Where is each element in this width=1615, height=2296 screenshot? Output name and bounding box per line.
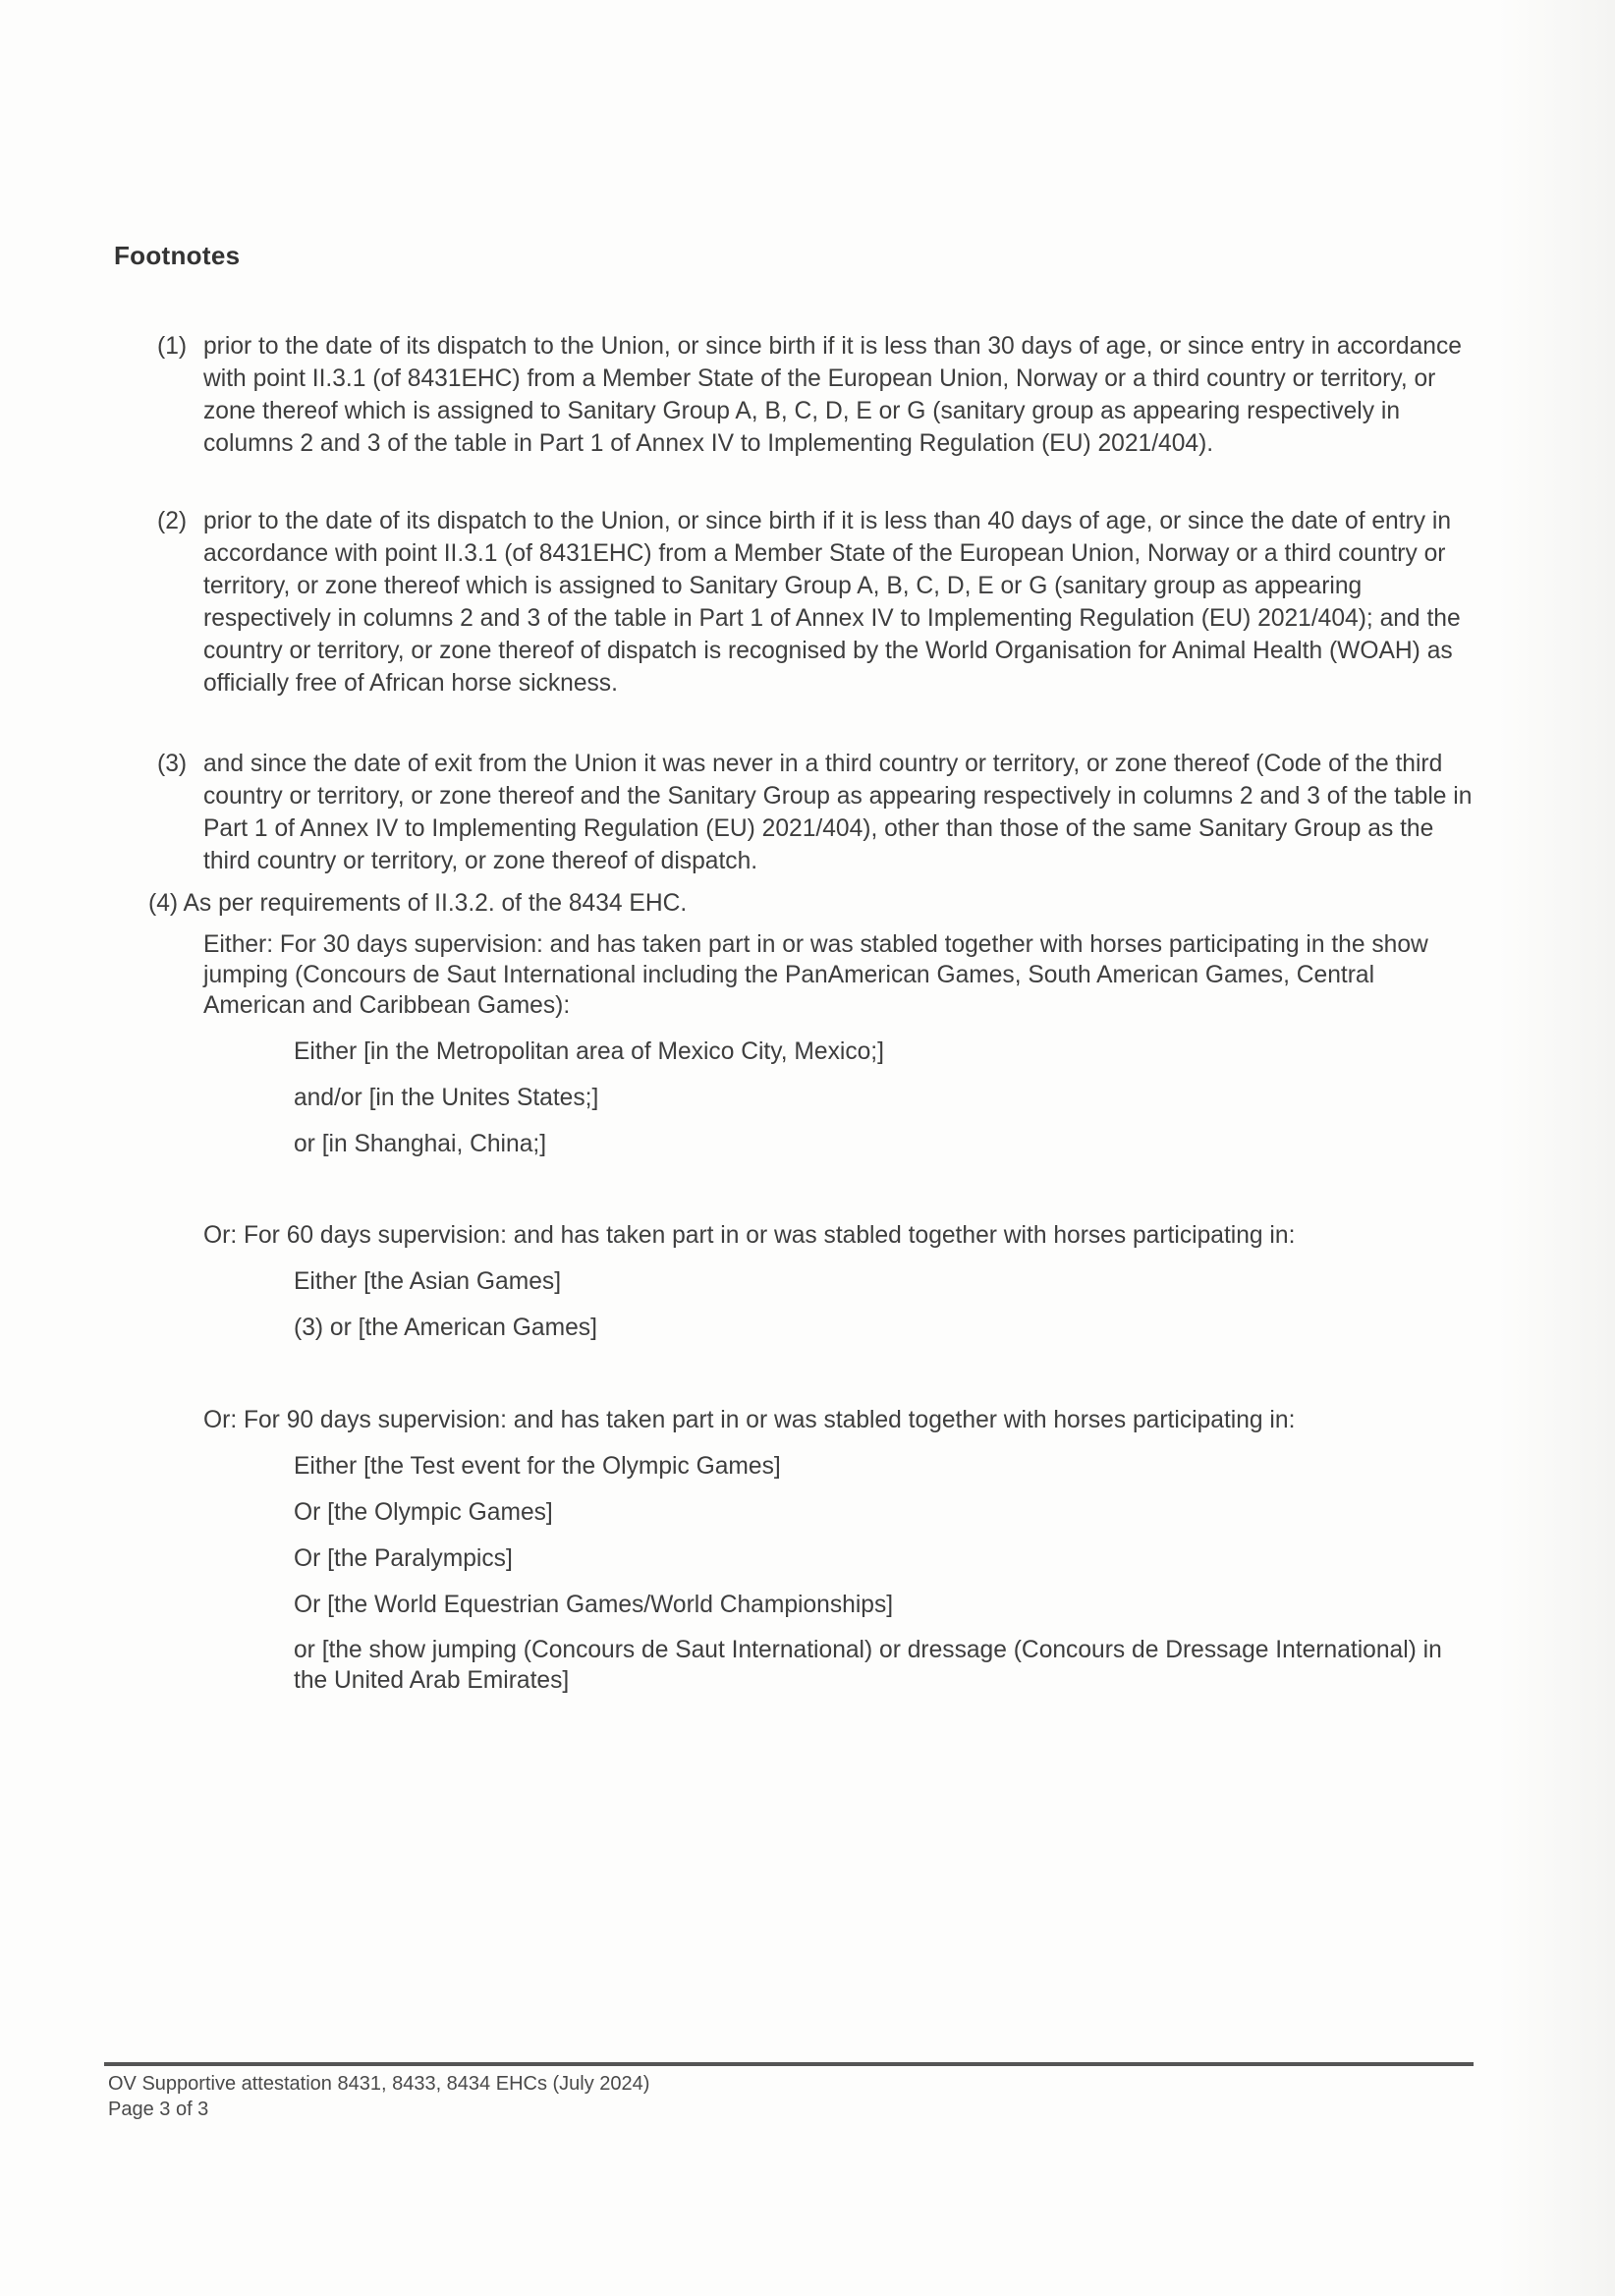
footnote-2: [157, 505, 1474, 700]
footnote-4-30-item-mexico: Either [in the Metropolitan area of Mexico City, Mexico;]: [294, 1038, 884, 1065]
footnote-4-90-item-world-equestrian: Or [the World Equestrian Games/World Championships]: [294, 1592, 894, 1618]
footnote-2-text: prior to the date of its dispatch to the Union, or since birth if it is less than 40 days of age, or since the date of entry in accordance with point II.3.1 (of 8431EHC) from a Member State of the European Union, Norway or a third country or territory, or zone thereof which is assigned to Sanitary Group A, B, C, D, E or G (sanitary group as appearing respectively in columns 2 and 3 of the table in Part 1 of Annex IV to Implementing Regulation (EU) 2021/404); and the country or territory, or zone thereof of dispatch is recognised by the World Organisation for Animal Health (WOAH) as officially free of African horse sickness.: [203, 508, 1461, 697]
footnote-3-text: and since the date of exit from the Union it was never in a third country or territory, or zone thereof (Code of the third country or territory, or zone thereof and the Sanitary Group as appearing respectively in columns 2 and 3 of the table in Part 1 of Annex IV to Implementing Regulation (EU) 2021/404), other than those of the same Sanitary Group as the third country or territory, or zone thereof of dispatch.: [203, 751, 1473, 874]
footnote-4-60-item-american-games: (3) or [the American Games]: [294, 1315, 597, 1341]
footnote-4-90-item-paralympics: Or [the Paralympics]: [294, 1545, 513, 1572]
footer-page-number: Page 3 of 3: [108, 2099, 209, 2120]
footnote-4-90-item-uae: or [the show jumping (Concours de Saut International) or dressage (Concours de Dressage International) in the United Arab Emirates]: [294, 1637, 1442, 1694]
footnote-2-number: (2): [157, 508, 188, 534]
footnote-4-30-item-us: and/or [in the Unites States;]: [294, 1085, 599, 1111]
footnote-4-60-item-asian-games: Either [the Asian Games]: [294, 1268, 562, 1295]
footnote-4-intro: (4) As per requirements of II.3.2. of the 8434 EHC.: [148, 890, 688, 917]
footnote-4-90-day-option: Or: For 90 days supervision: and has taken part in or was stabled together with horses participating in:: [203, 1407, 1296, 1433]
footnote-4-30-item-shanghai: or [in Shanghai, China;]: [294, 1131, 547, 1157]
footnote-1-text: prior to the date of its dispatch to the Union, or since birth if it is less than 30 days of age, or since entry in accordance with point II.3.1 (of 8431EHC) from a Member State of the European Union, Norway or a third country or territory, or zone thereof which is assigned to Sanitary Group A, B, C, D, E or G (sanitary group as appearing respectively in columns 2 and 3 of the table in Part 1 of Annex IV to Implementing Regulation (EU) 2021/404).: [203, 333, 1462, 457]
footnote-4-90-item-test-event: Either [the Test event for the Olympic Games]: [294, 1453, 781, 1480]
footnote-4-30-day-option: Either: For 30 days supervision: and has taken part in or was stabled together with horses participating in the show jumping (Concours de Saut International including the PanAmerican Games, South American Games, Central American and Caribbean Games):: [203, 931, 1428, 1019]
footnote-3-number: (3): [157, 751, 188, 777]
footnote-1: [157, 330, 1474, 460]
footer-rule: [104, 2062, 1474, 2066]
footnote-3: [157, 748, 1474, 877]
footnote-4-60-day-option: Or: For 60 days supervision: and has taken part in or was stabled together with horses participating in:: [203, 1222, 1296, 1249]
footer-document-title: OV Supportive attestation 8431, 8433, 8434 EHCs (July 2024): [108, 2073, 650, 2095]
footnote-1-number: (1): [157, 333, 188, 360]
footnote-4-90-item-olympics: Or [the Olympic Games]: [294, 1499, 553, 1526]
footnotes-heading: Footnotes: [114, 241, 241, 270]
